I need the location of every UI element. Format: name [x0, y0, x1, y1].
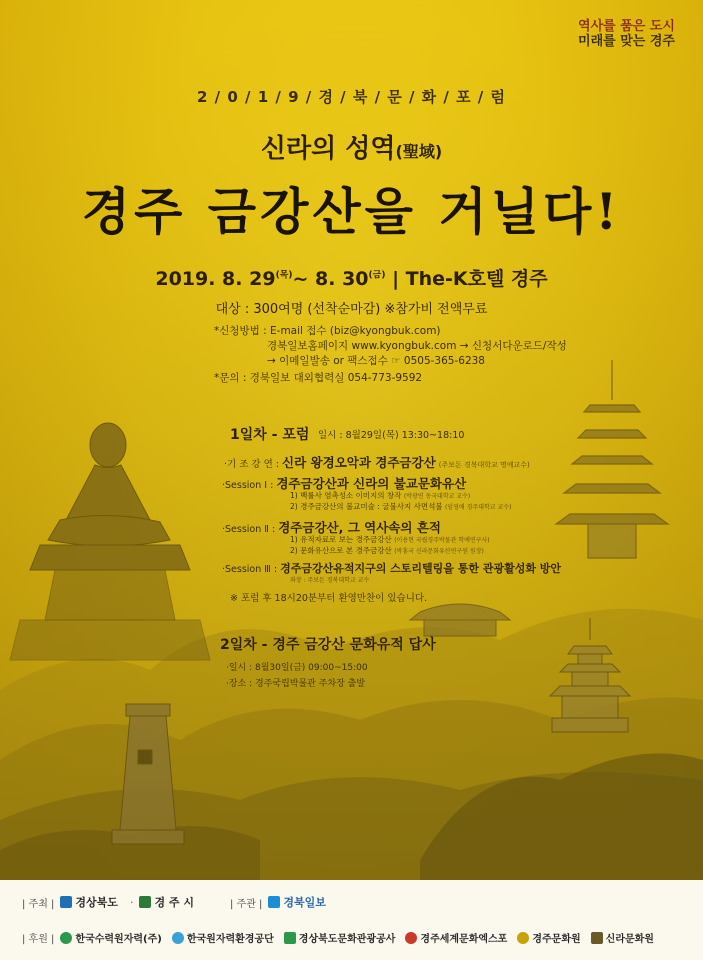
host-gyeongju [139, 894, 194, 910]
keynote-speaker: (주보돈 경북대학교 명예교수) [438, 461, 530, 469]
apply-line-3: → 이메일발송 or 팩스접수 ☞ 0505-365-6238 [267, 355, 485, 367]
main-title: 경주 금강산을 거닐다! [81, 182, 622, 241]
host-separator: · [129, 895, 134, 909]
sponsor-expo-name: 경주세계문화엑스포 [420, 934, 508, 945]
subtitle-hanja: (聖域) [395, 142, 443, 161]
event-date [0, 264, 703, 291]
footer-sponsors [0, 880, 703, 960]
session3-label: ·Session Ⅲ : [222, 564, 278, 575]
session2-item-2-speaker: (박홍국 신라문화유산연구원 원장) [394, 548, 484, 555]
subtitle [0, 128, 703, 165]
host-tag: | 주최 | [22, 898, 55, 910]
sponsor-gyeongju-culture [517, 930, 580, 945]
sponsor-gctc-name: 경상북도문화관광공사 [298, 934, 396, 945]
session3-row [222, 560, 561, 576]
city-slogan [578, 20, 675, 50]
gyeongbuk-logo-icon [60, 896, 72, 908]
kyongbuk-ilbo-logo-icon [268, 896, 280, 908]
day2-title: 2일차 - 경주 금강산 문화유적 답사 [220, 637, 436, 653]
session2-item-2-text: 2) 문화유산으로 본 경주금강산 [290, 546, 392, 555]
organizer [268, 894, 326, 910]
venue: | The-K호텔 경주 [392, 268, 548, 290]
keynote-row [224, 453, 530, 471]
sponsor-korad [172, 930, 274, 945]
sponsor-korad-name: 한국원자력환경공단 [186, 934, 274, 945]
slogan-line-2: 미래를 맞는 경주 [578, 33, 675, 49]
apply-line-2: 경북일보홈페이지 www.kyongbuk.com → 신청서다운로드/작성 [267, 340, 567, 352]
keynote-label: ·기 조 강 연 : [224, 459, 280, 470]
session2-label: ·Session Ⅱ : [222, 524, 276, 535]
sponsor-khnp [60, 930, 161, 945]
sponsor-gctc [284, 930, 396, 945]
day2-place: ·장소 : 경주국립박물관 주차장 출발 [226, 679, 366, 689]
sponsor-khnp-name: 한국수력원자력(주) [75, 934, 162, 945]
session1-item-2 [290, 501, 511, 512]
session1-title: 경주금강산과 신라의 불교문화유산 [276, 476, 467, 491]
expo-logo-icon [405, 932, 417, 944]
keynote-title: 신라 왕경오악과 경주금강산 [282, 455, 436, 470]
apply-line-1: *신청방법 : E-mail 접수 (biz@kyongbuk.com) [214, 325, 441, 337]
sponsor-gyeongju-culture-name: 경주문화원 [532, 934, 581, 945]
session1-item-1 [290, 490, 470, 501]
application-info [214, 324, 567, 369]
session1-item-1-speaker: (박광연 동국대학교 교수) [403, 493, 471, 500]
session3-title: 경주금강산유적지구의 스토리텔링을 통한 관광활성화 방안 [280, 562, 562, 575]
sponsor-silla-culture-name: 신라문화원 [605, 934, 654, 945]
session1-item-1-text: 1) 백률사 염촉성소 이미지의 창작 [290, 491, 402, 500]
day1-title: 1일차 - 포럼 [230, 427, 310, 443]
session2-item-1 [290, 534, 490, 545]
sponsor-expo [405, 930, 507, 945]
session2-item-1-text: 1) 유적자료로 보는 경주금강산 [290, 535, 392, 544]
date-end-day: (금) [368, 270, 386, 281]
korad-logo-icon [172, 932, 184, 944]
session3-moderator [290, 575, 369, 584]
slogan-line-1: 역사를 품은 도시 [578, 19, 675, 34]
organizer-tag: | 주관 | [229, 898, 263, 910]
dinner-note: ※ 포럼 후 18시20분부터 환영만찬이 있습니다. [230, 593, 428, 604]
khnp-logo-icon [60, 932, 72, 944]
session1-item-2-text: 2) 경주금강산의 불교미술 : 굴불사지 사면석불 [290, 502, 443, 511]
date-start: 2019. 8. 29 [155, 268, 276, 290]
host-gyeongbuk [60, 894, 118, 910]
host-row [22, 894, 332, 910]
inquiry-info: *문의 : 경북일보 대외협력실 054-773-9592 [214, 372, 423, 384]
session2-item-1-speaker: (이용현 국립경주박물관 학예연구사) [394, 537, 490, 544]
date-end: ~ 8. 30 [292, 268, 369, 290]
gyeongju-logo-icon [139, 896, 151, 908]
sponsor-row [22, 930, 664, 945]
target-audience: 대상 : 300여명 (선착순마감) ※참가비 전액무료 [215, 302, 488, 317]
sponsor-silla-culture [591, 930, 654, 945]
forum-title: 2 / 0 / 1 / 9 / 경 / 북 / 문 / 화 / 포 / 럼 [197, 88, 506, 106]
session2-item-2 [290, 545, 484, 556]
day1-time: 일시 : 8월29일(목) 13:30~18:10 [318, 430, 465, 441]
gyeongju-culture-logo-icon [517, 932, 529, 944]
subtitle-text: 신라의 성역 [260, 134, 396, 164]
silla-culture-logo-icon [591, 932, 603, 944]
session1-item-2-speaker: (임영애 경주대학교 교수) [444, 504, 512, 511]
gctc-logo-icon [284, 932, 296, 944]
host-gyeongju-name: 경 주 시 [154, 896, 194, 909]
day2-date: ·일시 : 8월30일(금) 09:00~15:00 [226, 663, 368, 673]
session2-title: 경주금강산, 그 역사속의 흔적 [278, 520, 441, 535]
sponsor-tag: | 후원 | [22, 934, 55, 945]
date-start-day: (목) [275, 270, 293, 281]
session1-label: ·Session Ⅰ : [222, 480, 274, 491]
organizer-name: 경북일보 [283, 896, 326, 909]
host-gyeongbuk-name: 경상북도 [75, 896, 118, 909]
session3-moderator-text: 좌장 : 주보돈 경북대학교 교수 [290, 577, 370, 584]
